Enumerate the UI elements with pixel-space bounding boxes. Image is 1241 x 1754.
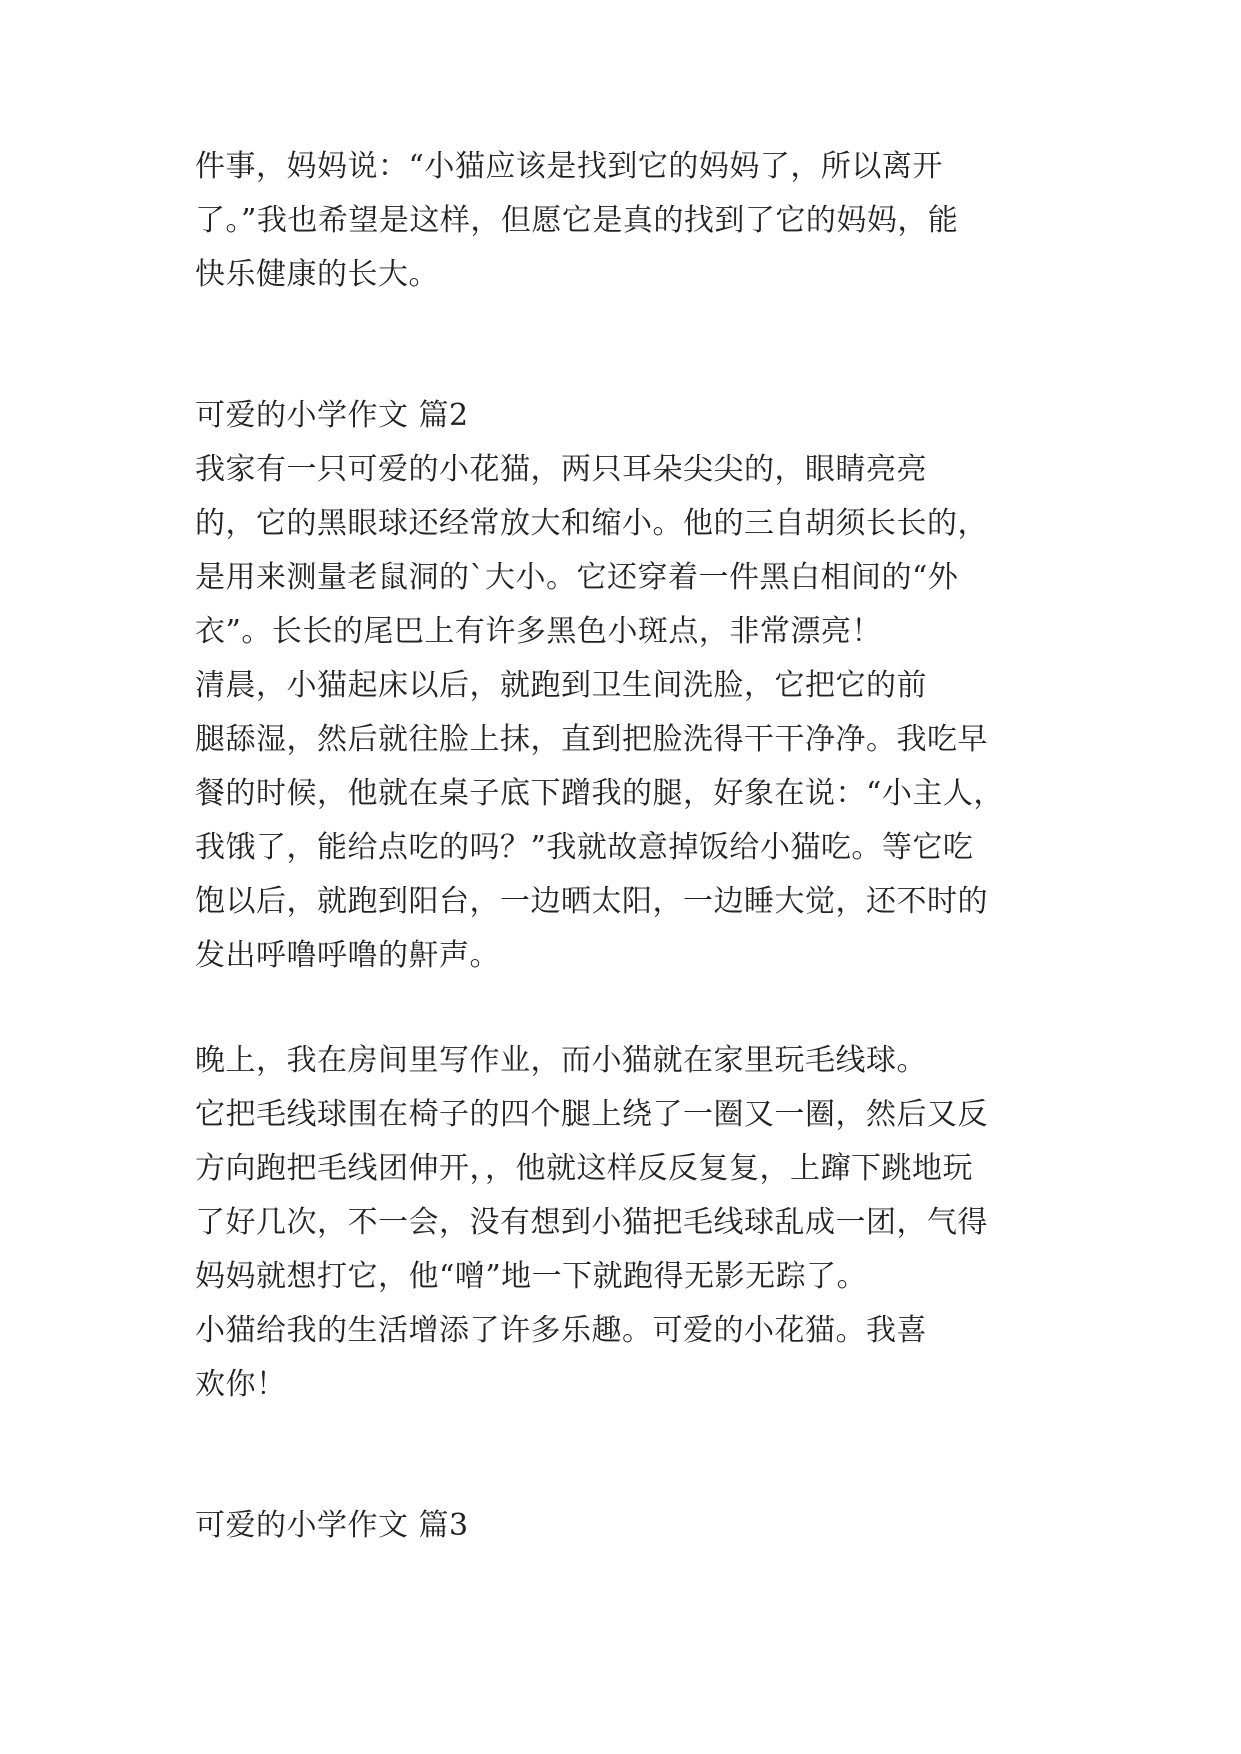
text-line: 欢你！ xyxy=(195,1367,287,1402)
text-line: 了好几次，不一会，没有想到小猫把毛线球乱成一团，气得 xyxy=(195,1205,988,1240)
text-line: 我饿了，能给点吃的吗？”我就故意掉饭给小猫吃。等它吃 xyxy=(195,830,974,865)
text-line: 腿舔湿，然后就往脸上抹，直到把脸洗得干干净净。我吃早 xyxy=(195,722,988,757)
section-heading: 可爱的小学作文 篇3 xyxy=(195,1508,469,1543)
text-line: 餐的时候，他就在桌子底下蹭我的腿，好象在说：“小主人， xyxy=(195,776,1004,811)
text-line: 的，它的黑眼球还经常放大和缩小。他的三自胡须长长的， xyxy=(195,506,988,541)
text-line: 快乐健康的长大。 xyxy=(195,257,439,292)
text-line: 衣”。长长的尾巴上有许多黑色小斑点，非常漂亮！ xyxy=(195,614,882,649)
text-line: 清晨，小猫起床以后，就跑到卫生间洗脸，它把它的前 xyxy=(195,668,927,703)
text-line: 它把毛线球围在椅子的四个腿上绕了一圈又一圈，然后又反 xyxy=(195,1097,988,1132)
text-line: 方向跑把毛线团伸开，，他就这样反反复复，上蹿下跳地玩 xyxy=(195,1151,973,1186)
text-line: 了。”我也希望是这样，但愿它是真的找到了它的妈妈，能 xyxy=(195,203,959,238)
text-line: 发出呼噜呼噜的鼾声。 xyxy=(195,938,500,973)
text-line: 晚上，我在房间里写作业，而小猫就在家里玩毛线球。 xyxy=(195,1043,927,1078)
text-line: 件事，妈妈说：“小猫应该是找到它的妈妈了，所以离开 xyxy=(195,149,943,184)
text-line: 妈妈就想打它，他“噌”地一下就跑得无影无踪了。 xyxy=(195,1259,868,1294)
text-line: 我家有一只可爱的小花猫，两只耳朵尖尖的，眼睛亮亮 xyxy=(195,452,927,487)
section-heading: 可爱的小学作文 篇2 xyxy=(195,398,469,433)
text-line: 小猫给我的生活增添了许多乐趣。可爱的小花猫。我喜 xyxy=(195,1313,927,1348)
text-line: 是用来测量老鼠洞的`大小。它还穿着一件黑白相间的“外 xyxy=(195,560,959,595)
text-line: 饱以后，就跑到阳台，一边晒太阳，一边睡大觉，还不时的 xyxy=(195,884,988,919)
